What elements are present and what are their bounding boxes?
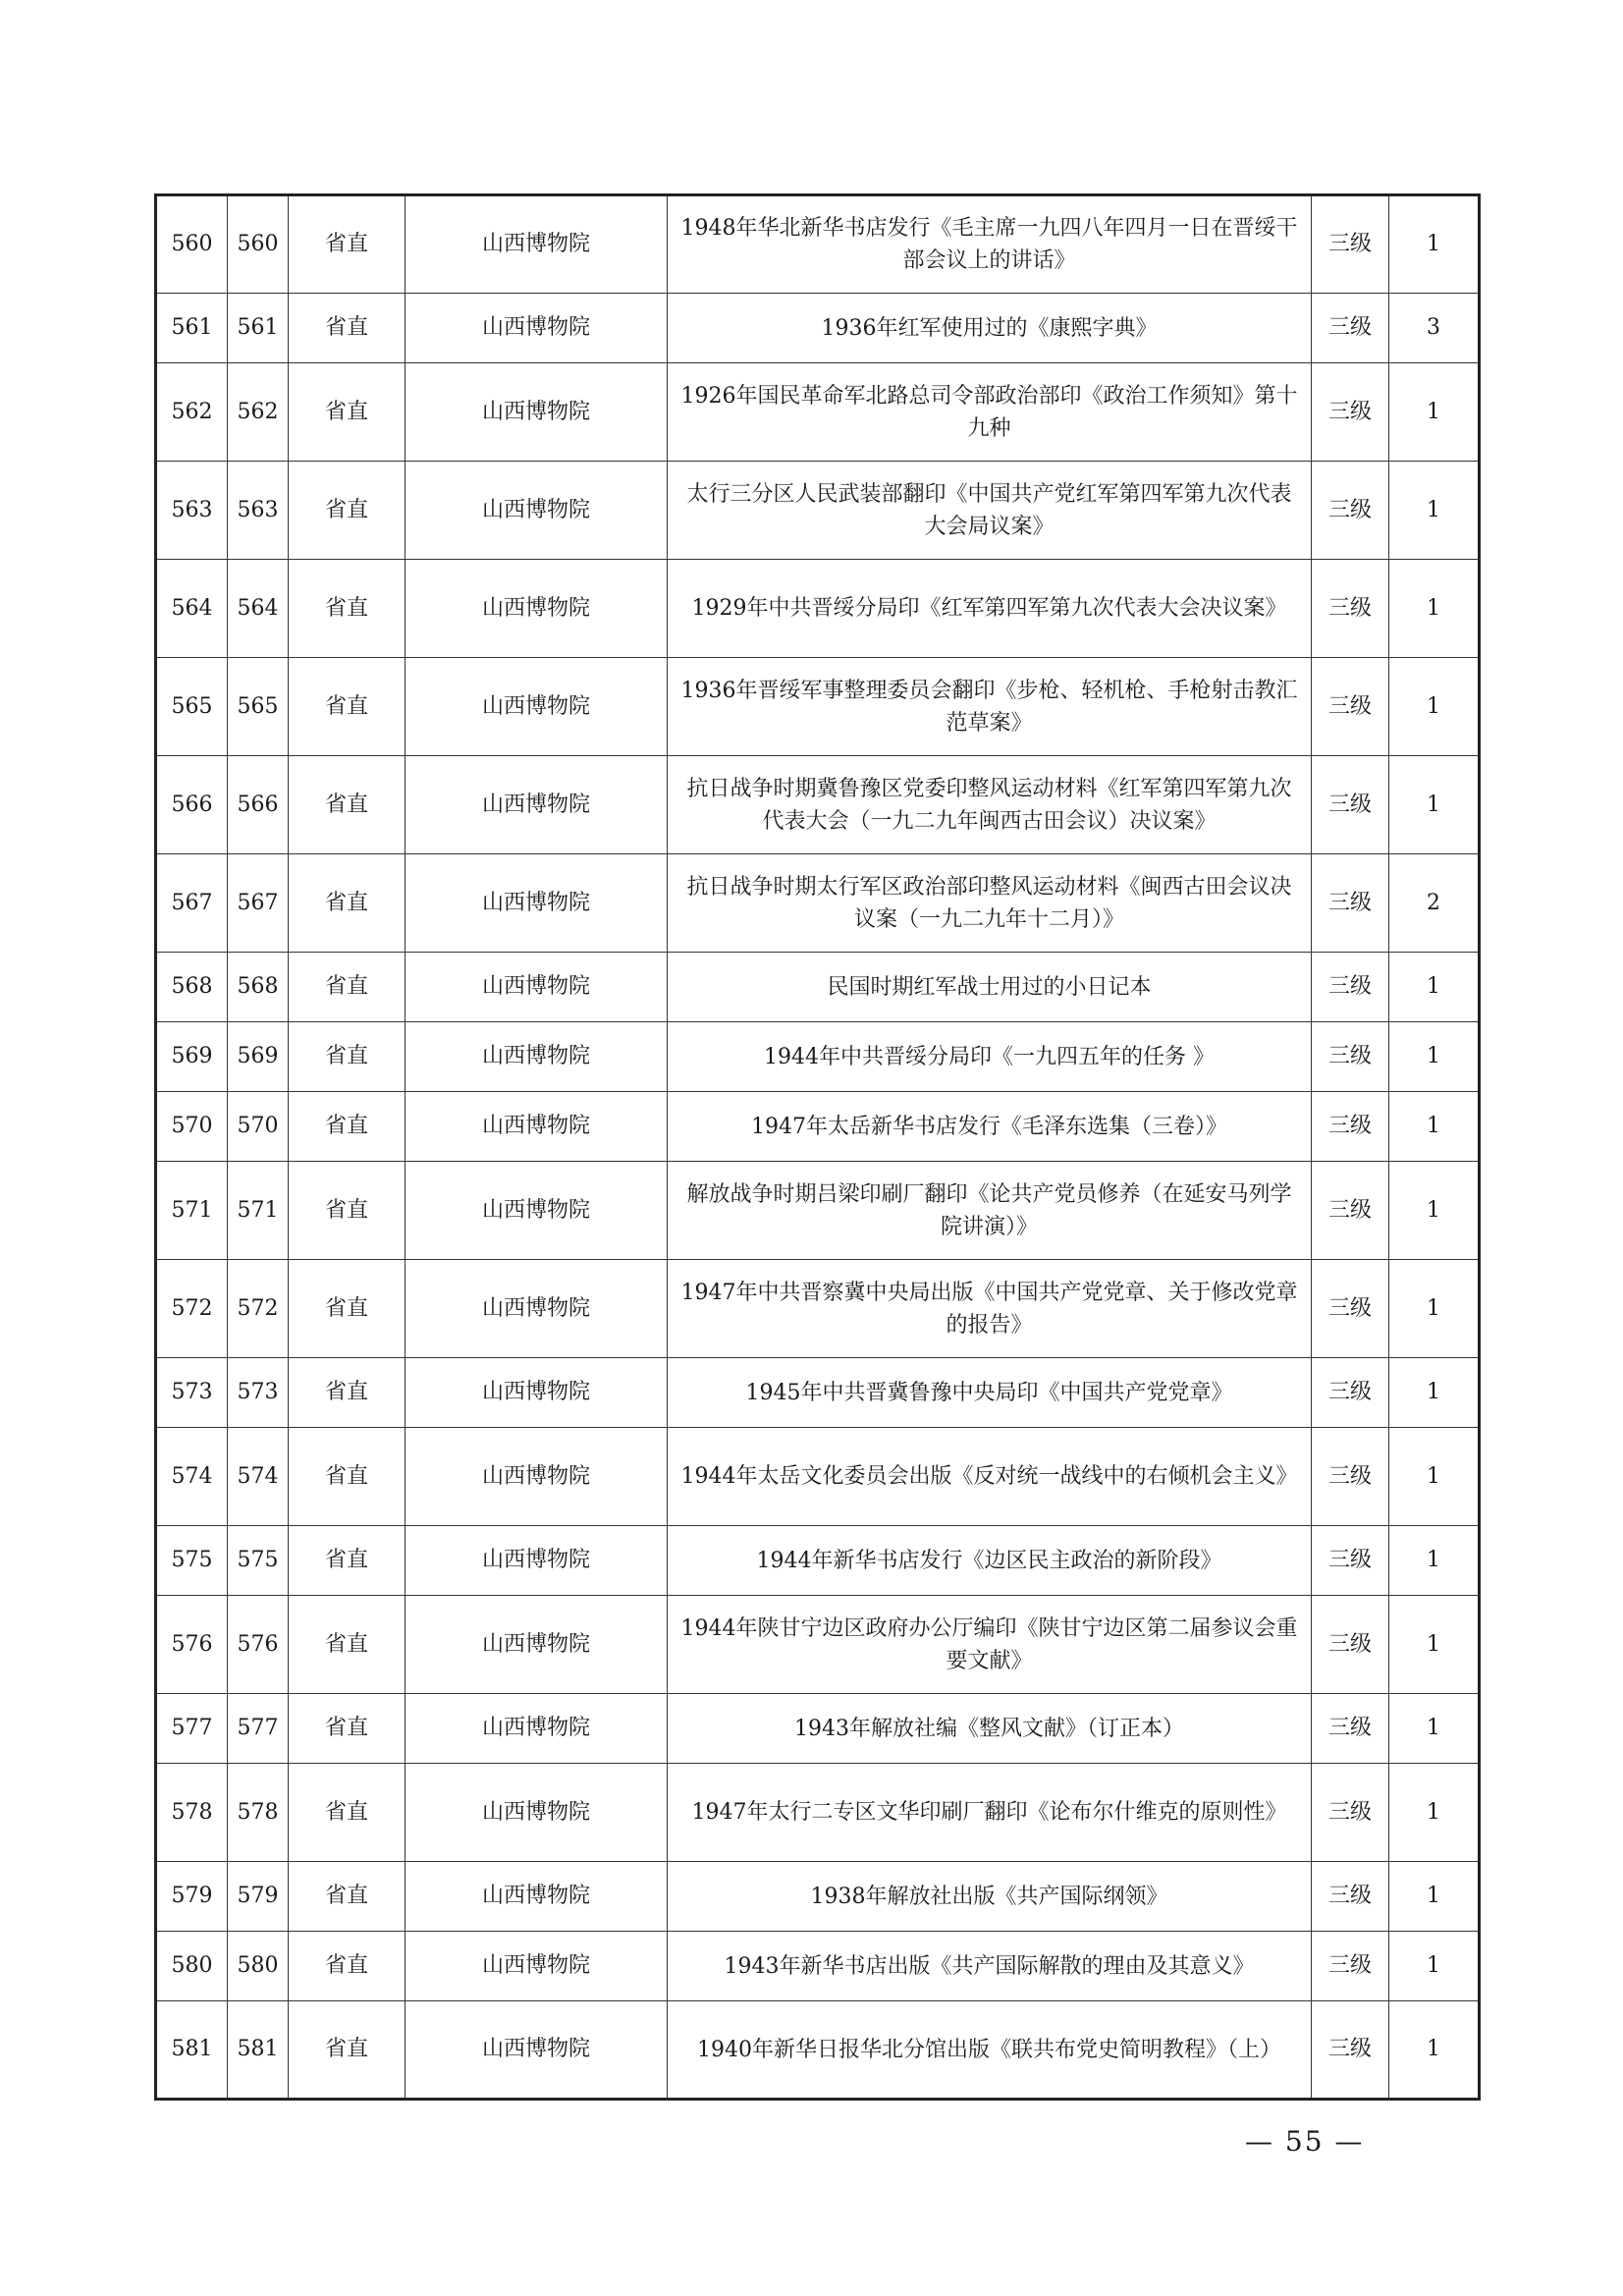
row-number: 581 — [156, 2001, 228, 2100]
row-level: 三级 — [1312, 756, 1389, 854]
relics-table — [154, 193, 1481, 2101]
row-unit: 山西博物院 — [406, 953, 668, 1022]
row-category: 省直 — [289, 462, 406, 560]
row-number: 577 — [156, 1694, 228, 1764]
row-count: 1 — [1389, 953, 1480, 1022]
row-category: 省直 — [289, 953, 406, 1022]
row-unit: 山西博物院 — [406, 294, 668, 363]
row-title: 太行三分区人民武装部翻印《中国共产党红军第四军第九次代表大会局议案》 — [668, 462, 1312, 560]
row-number: 564 — [156, 560, 228, 658]
row-category: 省直 — [289, 1764, 406, 1862]
row-level: 三级 — [1312, 1260, 1389, 1358]
row-number: 573 — [156, 1358, 228, 1428]
row-title: 1940年新华日报华北分馆出版《联共布党史简明教程》（上） — [668, 2001, 1312, 2100]
row-number-secondary: 560 — [228, 195, 289, 294]
table-row — [156, 294, 1480, 363]
row-category: 省直 — [289, 1092, 406, 1162]
row-title: 1926年国民革命军北路总司令部政治部印《政治工作须知》第十九种 — [668, 363, 1312, 462]
table-row — [156, 1162, 1480, 1260]
row-title: 1936年红军使用过的《康熙字典》 — [668, 294, 1312, 363]
row-number-secondary: 580 — [228, 1932, 289, 2001]
row-count: 1 — [1389, 1862, 1480, 1932]
row-count: 1 — [1389, 363, 1480, 462]
row-category: 省直 — [289, 294, 406, 363]
row-title: 解放战争时期吕梁印刷厂翻印《论共产党员修养（在延安马列学院讲演）》 — [668, 1162, 1312, 1260]
row-level: 三级 — [1312, 1428, 1389, 1526]
row-category: 省直 — [289, 1862, 406, 1932]
row-count: 1 — [1389, 2001, 1480, 2100]
table-row — [156, 462, 1480, 560]
row-number: 563 — [156, 462, 228, 560]
row-number-secondary: 568 — [228, 953, 289, 1022]
row-title: 1948年华北新华书店发行《毛主席一九四八年四月一日在晋绥干部会议上的讲话》 — [668, 195, 1312, 294]
row-level: 三级 — [1312, 2001, 1389, 2100]
row-level: 三级 — [1312, 294, 1389, 363]
row-number: 578 — [156, 1764, 228, 1862]
row-number-secondary: 574 — [228, 1428, 289, 1526]
row-number: 574 — [156, 1428, 228, 1526]
row-title: 1947年中共晋察冀中央局出版《中国共产党党章、关于修改党章的报告》 — [668, 1260, 1312, 1358]
row-number-secondary: 567 — [228, 854, 289, 953]
row-count: 1 — [1389, 1764, 1480, 1862]
table-row — [156, 1764, 1480, 1862]
row-title: 1947年太行二专区文华印刷厂翻印《论布尔什维克的原则性》 — [668, 1764, 1312, 1862]
row-unit: 山西博物院 — [406, 2001, 668, 2100]
row-level: 三级 — [1312, 462, 1389, 560]
row-category: 省直 — [289, 1358, 406, 1428]
row-number: 576 — [156, 1596, 228, 1694]
row-category: 省直 — [289, 1022, 406, 1092]
table-row — [156, 658, 1480, 756]
row-title: 民国时期红军战士用过的小日记本 — [668, 953, 1312, 1022]
row-level: 三级 — [1312, 1596, 1389, 1694]
table-row — [156, 1932, 1480, 2001]
row-number-secondary: 563 — [228, 462, 289, 560]
row-level: 三级 — [1312, 195, 1389, 294]
row-unit: 山西博物院 — [406, 1764, 668, 1862]
row-category: 省直 — [289, 1260, 406, 1358]
page-number: — 55 — — [1245, 2125, 1365, 2158]
row-number-secondary: 572 — [228, 1260, 289, 1358]
table-row — [156, 363, 1480, 462]
row-number-secondary: 573 — [228, 1358, 289, 1428]
row-unit: 山西博物院 — [406, 560, 668, 658]
row-title: 1936年晋绥军事整理委员会翻印《步枪、轻机枪、手枪射击教汇范草案》 — [668, 658, 1312, 756]
row-number: 569 — [156, 1022, 228, 1092]
table-row — [156, 1022, 1480, 1092]
row-count: 1 — [1389, 756, 1480, 854]
row-unit: 山西博物院 — [406, 1932, 668, 2001]
row-number-secondary: 578 — [228, 1764, 289, 1862]
row-unit: 山西博物院 — [406, 1694, 668, 1764]
row-number-secondary: 571 — [228, 1162, 289, 1260]
row-number: 571 — [156, 1162, 228, 1260]
table-row — [156, 953, 1480, 1022]
row-category: 省直 — [289, 658, 406, 756]
row-number-secondary: 579 — [228, 1862, 289, 1932]
row-count: 3 — [1389, 294, 1480, 363]
row-unit: 山西博物院 — [406, 363, 668, 462]
row-number: 572 — [156, 1260, 228, 1358]
row-number-secondary: 569 — [228, 1022, 289, 1092]
row-unit: 山西博物院 — [406, 1862, 668, 1932]
row-number: 560 — [156, 195, 228, 294]
row-category: 省直 — [289, 560, 406, 658]
row-level: 三级 — [1312, 1764, 1389, 1862]
row-unit: 山西博物院 — [406, 854, 668, 953]
row-title: 1938年解放社出版《共产国际纲领》 — [668, 1862, 1312, 1932]
row-count: 1 — [1389, 1428, 1480, 1526]
row-count: 1 — [1389, 1092, 1480, 1162]
row-level: 三级 — [1312, 560, 1389, 658]
row-category: 省直 — [289, 1162, 406, 1260]
table-row — [156, 1596, 1480, 1694]
row-unit: 山西博物院 — [406, 756, 668, 854]
row-title: 1929年中共晋绥分局印《红军第四军第九次代表大会决议案》 — [668, 560, 1312, 658]
row-unit: 山西博物院 — [406, 1596, 668, 1694]
row-category: 省直 — [289, 854, 406, 953]
row-unit: 山西博物院 — [406, 1428, 668, 1526]
table-row — [156, 1862, 1480, 1932]
row-title: 1944年新华书店发行《边区民主政治的新阶段》 — [668, 1526, 1312, 1596]
row-level: 三级 — [1312, 1694, 1389, 1764]
row-count: 1 — [1389, 1022, 1480, 1092]
row-number: 566 — [156, 756, 228, 854]
row-number-secondary: 561 — [228, 294, 289, 363]
row-count: 1 — [1389, 1260, 1480, 1358]
row-category: 省直 — [289, 1428, 406, 1526]
row-title: 1944年陕甘宁边区政府办公厅编印《陕甘宁边区第二届参议会重要文献》 — [668, 1596, 1312, 1694]
row-number-secondary: 575 — [228, 1526, 289, 1596]
row-number: 575 — [156, 1526, 228, 1596]
row-count: 1 — [1389, 462, 1480, 560]
row-level: 三级 — [1312, 658, 1389, 756]
row-number: 580 — [156, 1932, 228, 2001]
table-row — [156, 1526, 1480, 1596]
row-unit: 山西博物院 — [406, 1526, 668, 1596]
row-category: 省直 — [289, 1596, 406, 1694]
row-unit: 山西博物院 — [406, 1092, 668, 1162]
row-number-secondary: 565 — [228, 658, 289, 756]
row-number-secondary: 577 — [228, 1694, 289, 1764]
row-unit: 山西博物院 — [406, 1260, 668, 1358]
row-number: 579 — [156, 1862, 228, 1932]
row-number-secondary: 562 — [228, 363, 289, 462]
row-level: 三级 — [1312, 1862, 1389, 1932]
row-number-secondary: 566 — [228, 756, 289, 854]
row-count: 2 — [1389, 854, 1480, 953]
row-number: 565 — [156, 658, 228, 756]
row-count: 1 — [1389, 1596, 1480, 1694]
row-title: 抗日战争时期冀鲁豫区党委印整风运动材料《红军第四军第九次代表大会（一九二九年闽西古田会议）决议案》 — [668, 756, 1312, 854]
table-row — [156, 1260, 1480, 1358]
row-level: 三级 — [1312, 854, 1389, 953]
row-title: 1944年太岳文化委员会出版《反对统一战线中的右倾机会主义》 — [668, 1428, 1312, 1526]
row-title: 抗日战争时期太行军区政治部印整风运动材料《闽西古田会议决议案（一九二九年十二月）》 — [668, 854, 1312, 953]
row-number-secondary: 570 — [228, 1092, 289, 1162]
row-number: 570 — [156, 1092, 228, 1162]
row-unit: 山西博物院 — [406, 462, 668, 560]
row-count: 1 — [1389, 560, 1480, 658]
row-title: 1947年太岳新华书店发行《毛泽东选集（三卷）》 — [668, 1092, 1312, 1162]
table-row — [156, 560, 1480, 658]
row-category: 省直 — [289, 195, 406, 294]
row-count: 1 — [1389, 1358, 1480, 1428]
row-count: 1 — [1389, 1526, 1480, 1596]
row-level: 三级 — [1312, 1526, 1389, 1596]
row-title: 1944年中共晋绥分局印《一九四五年的任务 》 — [668, 1022, 1312, 1092]
table-body — [156, 195, 1480, 2100]
row-level: 三级 — [1312, 1022, 1389, 1092]
table-row — [156, 854, 1480, 953]
row-level: 三级 — [1312, 1358, 1389, 1428]
row-unit: 山西博物院 — [406, 1022, 668, 1092]
row-level: 三级 — [1312, 1092, 1389, 1162]
row-unit: 山西博物院 — [406, 1162, 668, 1260]
row-category: 省直 — [289, 2001, 406, 2100]
row-count: 1 — [1389, 1932, 1480, 2001]
row-number-secondary: 564 — [228, 560, 289, 658]
row-title: 1943年解放社编《整风文献》（订正本） — [668, 1694, 1312, 1764]
row-number: 562 — [156, 363, 228, 462]
row-level: 三级 — [1312, 1162, 1389, 1260]
row-category: 省直 — [289, 363, 406, 462]
row-unit: 山西博物院 — [406, 195, 668, 294]
row-number: 561 — [156, 294, 228, 363]
row-category: 省直 — [289, 1932, 406, 2001]
table-row — [156, 195, 1480, 294]
table-row — [156, 756, 1480, 854]
row-unit: 山西博物院 — [406, 1358, 668, 1428]
row-number: 567 — [156, 854, 228, 953]
table-row — [156, 1428, 1480, 1526]
row-category: 省直 — [289, 1694, 406, 1764]
row-title: 1943年新华书店出版《共产国际解散的理由及其意义》 — [668, 1932, 1312, 2001]
table-row — [156, 2001, 1480, 2100]
row-title: 1945年中共晋冀鲁豫中央局印《中国共产党党章》 — [668, 1358, 1312, 1428]
table-row — [156, 1694, 1480, 1764]
table-row — [156, 1358, 1480, 1428]
row-unit: 山西博物院 — [406, 658, 668, 756]
row-level: 三级 — [1312, 363, 1389, 462]
row-number: 568 — [156, 953, 228, 1022]
row-number-secondary: 581 — [228, 2001, 289, 2100]
row-category: 省直 — [289, 1526, 406, 1596]
row-level: 三级 — [1312, 1932, 1389, 2001]
table-row — [156, 1092, 1480, 1162]
row-level: 三级 — [1312, 953, 1389, 1022]
row-number-secondary: 576 — [228, 1596, 289, 1694]
row-category: 省直 — [289, 756, 406, 854]
row-count: 1 — [1389, 658, 1480, 756]
row-count: 1 — [1389, 1162, 1480, 1260]
row-count: 1 — [1389, 195, 1480, 294]
row-count: 1 — [1389, 1694, 1480, 1764]
